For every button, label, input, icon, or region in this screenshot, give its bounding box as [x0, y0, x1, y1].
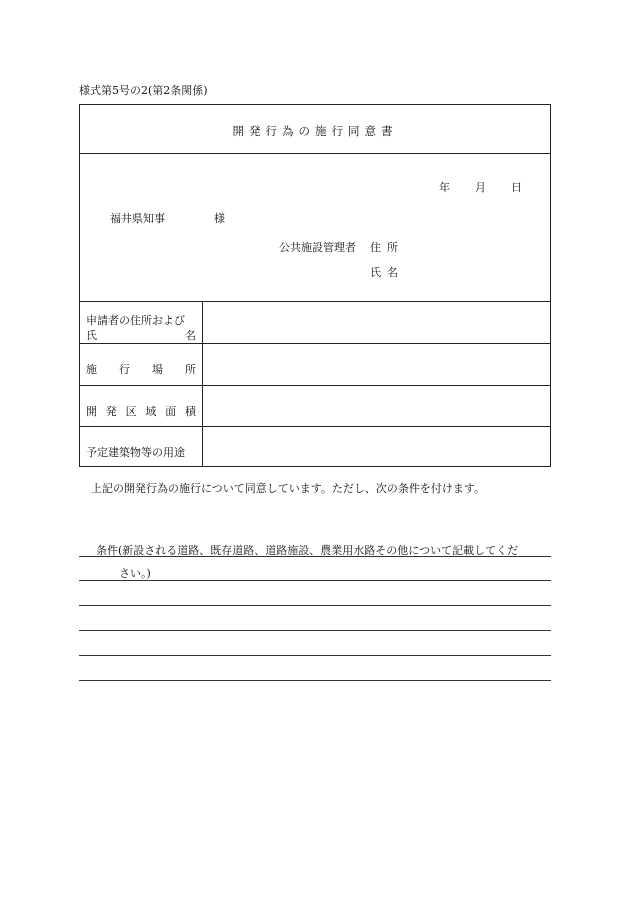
consent-form-table: [79, 104, 551, 467]
applicant-label-shi: 氏: [86, 329, 97, 342]
area-label: [86, 403, 196, 419]
condition-line-5[interactable]: [79, 655, 551, 656]
area-field[interactable]: [203, 386, 551, 426]
condition-line-2[interactable]: [79, 580, 551, 581]
condition-line-3[interactable]: [79, 605, 551, 606]
date-day-label: 日: [511, 181, 522, 194]
area-label-char: 積: [184, 405, 196, 418]
applicant-label-line2: [86, 327, 196, 343]
site-label-char: 場: [152, 363, 163, 376]
site-field[interactable]: [203, 344, 551, 385]
site-label: [86, 361, 196, 377]
area-label-char: 面: [165, 405, 177, 418]
address-label: 住所: [370, 241, 404, 254]
area-label-char: 開: [86, 405, 97, 418]
applicant-label-line1: 申請者の住所および: [86, 314, 185, 327]
recipient-name: 福井県知事: [110, 212, 165, 225]
site-label-char: 施: [86, 363, 97, 376]
conditions-heading: 条件(新設される道路、既存道路、道路施設、農業用水路その他について記載してくだ: [96, 544, 519, 557]
site-label-char: 行: [119, 363, 130, 376]
manager-title: 公共施設管理者: [279, 241, 356, 254]
area-label-char: 発: [105, 405, 117, 418]
condition-line-1[interactable]: [79, 556, 551, 557]
area-label-char: 区: [125, 405, 137, 418]
area-label-char: 域: [145, 405, 157, 418]
applicant-label-mei: 名: [185, 329, 196, 342]
date-year-label: 年: [439, 181, 450, 194]
consent-statement: 上記の開発行為の施行について同意しています。ただし、次の条件を付けます。: [91, 482, 486, 495]
form-number: 様式第5号の2(第2条関係): [79, 84, 208, 97]
date-month-label: 月: [475, 181, 486, 194]
title-divider: [80, 153, 550, 154]
condition-line-6[interactable]: [79, 680, 551, 681]
building-use-field[interactable]: [203, 427, 551, 467]
conditions-heading-cont: さい。): [119, 567, 151, 580]
name-label: 氏名: [370, 266, 404, 279]
site-label-char: 所: [185, 363, 196, 376]
recipient-honorific: 様: [214, 212, 225, 225]
condition-line-4[interactable]: [79, 630, 551, 631]
document-title: 開発行為の施行同意書: [232, 124, 398, 138]
applicant-field[interactable]: [203, 302, 551, 343]
building-use-label: 予定建築物等の用途: [86, 446, 185, 459]
